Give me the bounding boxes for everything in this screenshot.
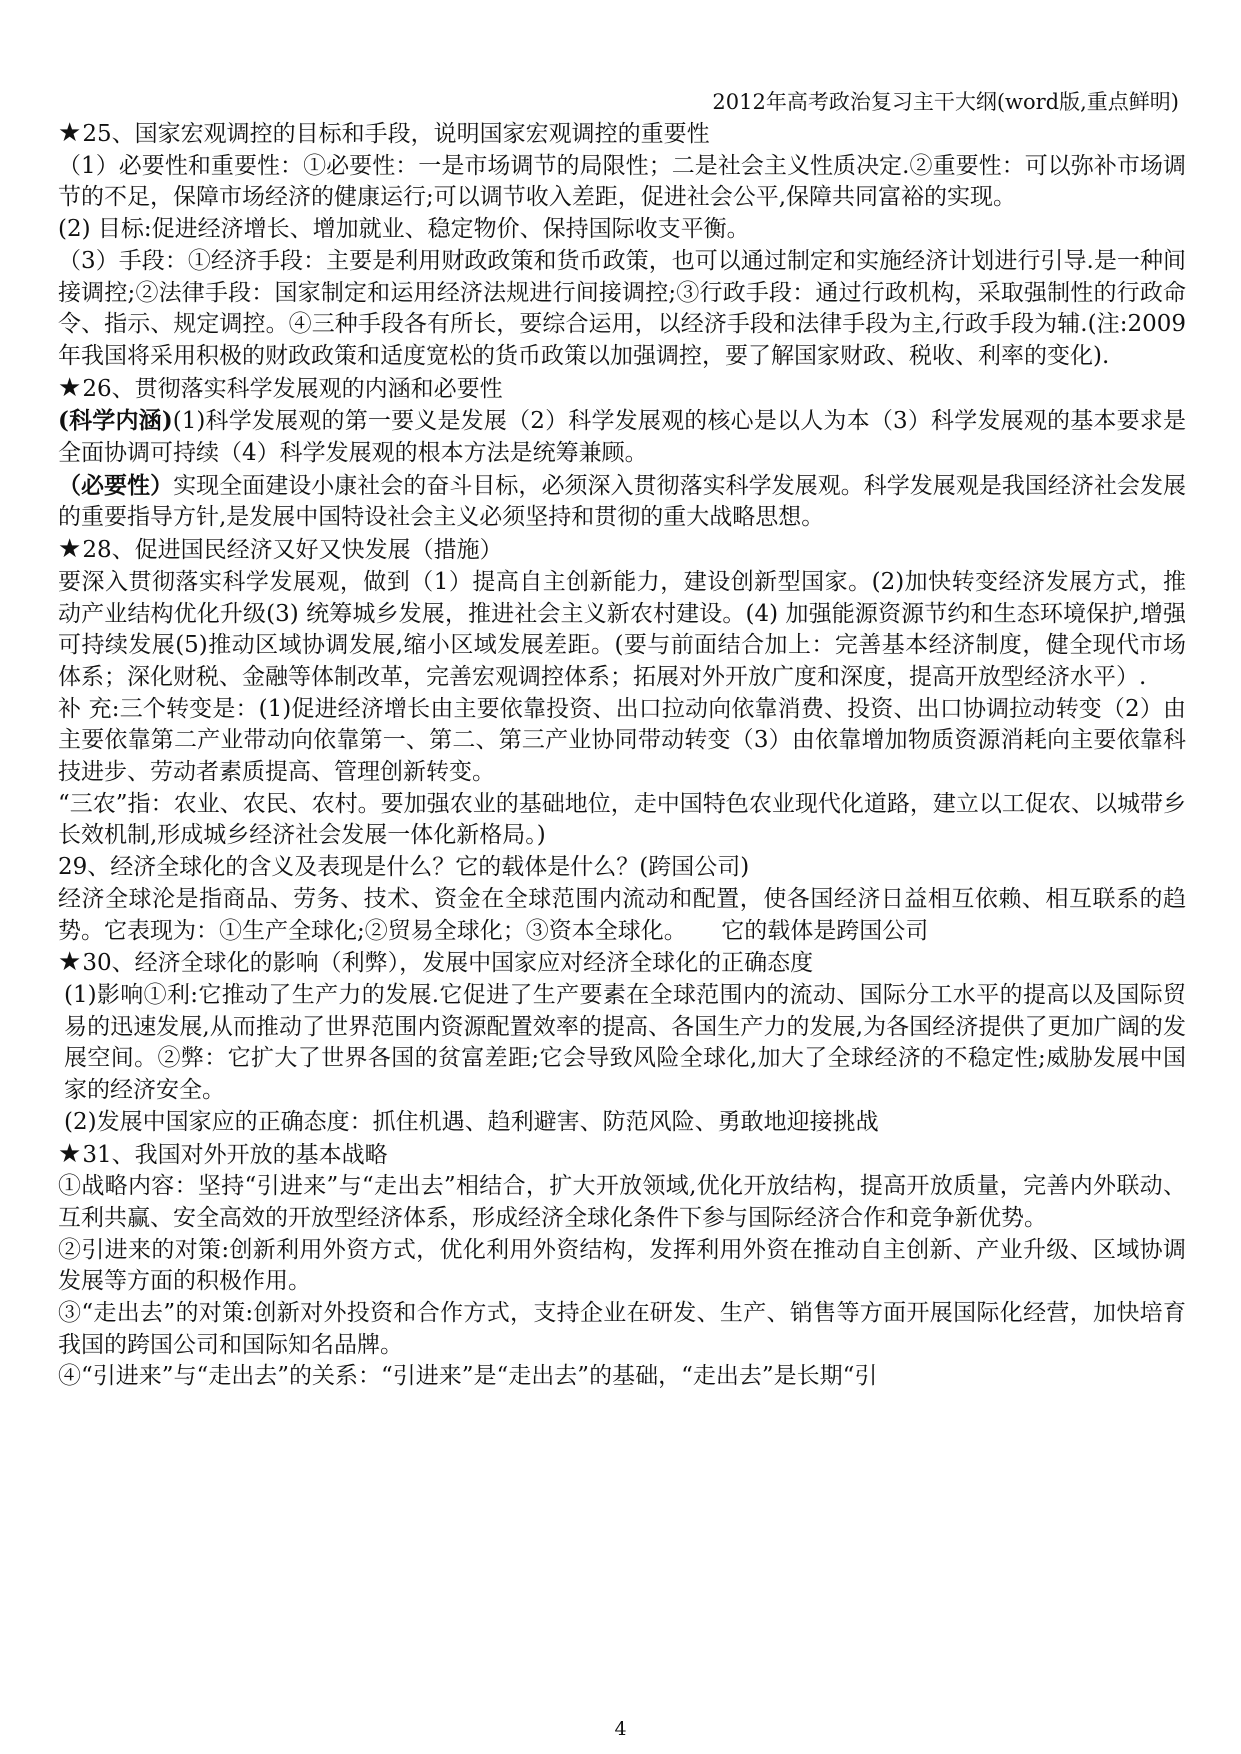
section-30-paragraph-2: (2)发展中国家应的正确态度：抓住机遇、趋利避害、防范风险、勇敢地迎接挑战 [64, 1108, 879, 1135]
section-26-heading [58, 373, 1186, 406]
star-icon: ★ [58, 118, 82, 148]
section-31-heading [58, 1139, 1186, 1172]
star-icon: ★ [58, 372, 82, 403]
section-25-paragraph-2: (2) 目标:促进经济增长、增加就业、稳定物价、保持国际收支平衡。 [58, 216, 750, 243]
section-26-paragraph-1 [58, 405, 1186, 469]
star-icon: ★ [58, 534, 82, 565]
section-25-heading [58, 118, 1186, 151]
section-31-paragraph-4: ④“引进来”与“走出去”的关系：“引进来”是“走出去”的基础，“走出去”是长期“引 [58, 1363, 878, 1390]
page-number: 4 [614, 1718, 627, 1740]
section-25-paragraph-1: （1）必要性和重要性：①必要性：一是市场调节的局限性；二是社会主义性质决定.②重要性：可以弥补市场调节的不足，保障市场经济的健康运行;可以调节收入差距，促进社会公平,保障共同富裕的实现。 [58, 152, 1186, 211]
section-31-paragraph-3: ③“走出去”的对策:创新对外投资和合作方式，支持企业在研发、生产、销售等方面开展国际化经营，加快培育我国的跨国公司和国际知名品牌。 [58, 1300, 1186, 1358]
section-30-title: 30、经济全球化的影响（利弊），发展中国家应对经济全球化的正确态度 [82, 950, 814, 977]
section-28-title: 28、促进国民经济又好又快发展（措施） [82, 537, 503, 564]
section-30-paragraph-1: (1)影响①利:它推动了生产力的发展.它促进了生产要素在全球范围内的流动、国际分工水平的提高以及国际贸易的迅速发展,从而推动了世界范围内资源配置效率的提高、各国生产力的发展,为各国经济提供了更加广阔的发展空间。②弊：它扩大了世界各国的贫富差距;它会导致风险全球化,加大了全球经济的不稳定性;威胁发展中国家的经济安全。 [64, 981, 1186, 1104]
section-26-text-1: (1)科学发展观的第一要义是发展（2）科学发展观的核心是以人为本（3）科学发展观的基本要求是全面协调可持续（4）科学发展观的根本方法是统筹兼顾。 [58, 408, 1186, 467]
section-29-heading: 29、经济全球化的含义及表现是什么？它的载体是什么？(跨国公司) [58, 854, 750, 881]
section-26-text-2: 实现全面建设小康社会的奋斗目标，必须深入贯彻落实科学发展观。科学发展观是我国经济社会发展的重要指导方针,是发展中国特设社会主义必须坚持和贯彻的重大战略思想。 [58, 472, 1187, 531]
document-body [58, 118, 1186, 1393]
section-30-heading [58, 947, 1186, 980]
section-31-title: 31、我国对外开放的基本战略 [82, 1141, 388, 1168]
section-28-paragraph-1: 要深入贯彻落实科学发展观，做到（1）提高自主创新能力，建设创新型国家。(2)加快转变经济发展方式，推动产业结构优化升级(3) 统筹城乡发展，推进社会主义新农村建设。(4) 加强能源资源节约和生态环境保护,增强可持续发展(5)推动区域协调发展,缩小区域发展差距。(要与前面结合加上：完善基本经济制度，健全现代市场体系；深化财税、金融等体制改革，完善宏观调控体系；拓展对外开放广度和深度，提高开放型经济水平）. [58, 568, 1186, 690]
section-26-paragraph-2 [58, 470, 1186, 534]
section-26-label-2: （必要性） [58, 471, 174, 499]
page-header: 2012年高考政治复习主干大纲(word版,重点鲜明) [712, 90, 1179, 114]
section-29-paragraph-1: 经济全球沦是指商品、劳务、技术、资金在全球范围内流动和配置，使各国经济日益相互依赖、相互联系的趋势。它表现为：①生产全球化;②贸易全球化；③资本全球化。 它的载体是跨国公司 [58, 885, 1186, 944]
section-28-paragraph-3: “三农”指：农业、农民、农村。要加强农业的基础地位，走中国特色农业现代化道路，建立以工促农、以城带乡长效机制,形成城乡经济社会发展一体化新格局。) [58, 790, 1186, 849]
section-25-title: 25、国家宏观调控的目标和手段，说明国家宏观调控的重要性 [82, 121, 710, 147]
section-26-title: 26、贯彻落实科学发展观的内涵和必要性 [82, 375, 503, 402]
section-26-label-1: (科学内涵) [58, 407, 173, 435]
section-25-paragraph-3: （3）手段：①经济手段：主要是利用财政政策和货币政策，也可以通过制定和实施经济计划进行引导.是一种间接调控;②法律手段：国家制定和运用经济法规进行间接调控;③行政手段：通过行政机构，采取强制性的行政命令、指示、规定调控。④三种手段各有所长，要综合运用，以经济手段和法律手段为主,行政手段为辅.(注:2009年我国将采用积极的财政政策和适度宽松的货币政策以加强调控，要了解国家财政、税收、利率的变化). [58, 247, 1186, 369]
section-28-paragraph-2: 补 充:三个转变是：(1)促进经济增长由主要依靠投资、出口拉动向依靠消费、投资、出口协调拉动转变（2）由主要依靠第二产业带动向依靠第一、第二、第三产业协同带动转变（3）由依靠增加物质资源消耗向主要依靠科技进步、劳动者素质提高、管理创新转变。 [58, 695, 1186, 786]
section-31-paragraph-1: ①战略内容：坚持“引进来”与“走出去”相结合，扩大开放领域,优化开放结构，提高开放质量，完善内外联动、互利共赢、安全高效的开放型经济体系，形成经济全球化条件下参与国际经济合作和竞争新优势。 [58, 1173, 1186, 1231]
section-31-paragraph-2: ②引进来的对策:创新利用外资方式，优化利用外资结构，发挥利用外资在推动自主创新、产业升级、区域协调发展等方面的积极作用。 [58, 1236, 1186, 1295]
star-icon: ★ [58, 947, 82, 978]
star-icon: ★ [58, 1138, 82, 1169]
section-28-heading [58, 534, 1186, 567]
